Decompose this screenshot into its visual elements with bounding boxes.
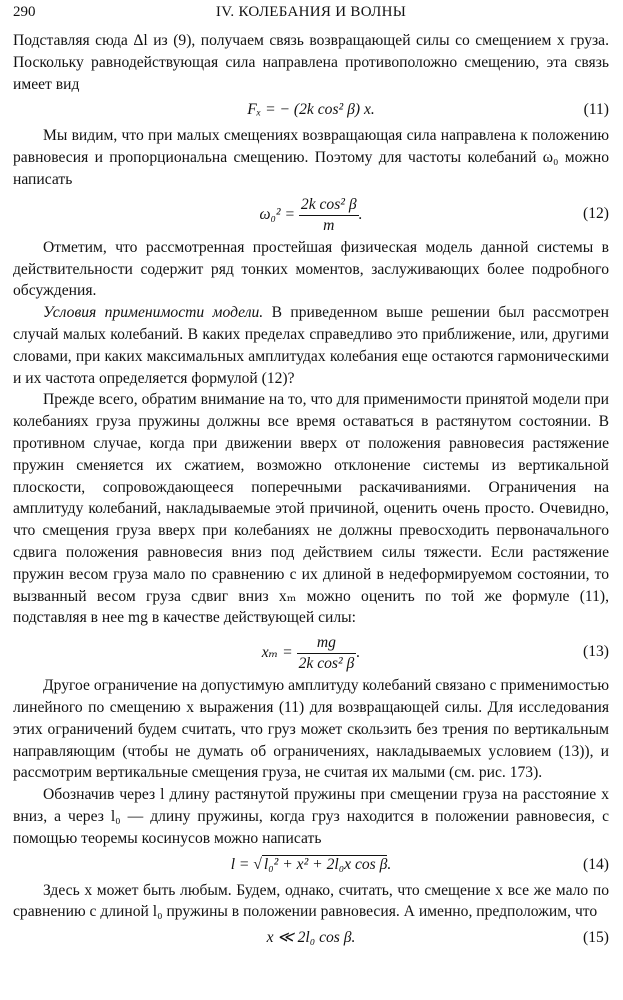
equation-12-lhs: ω₀² =: [259, 205, 295, 223]
paragraph-3: Отметим, что рассмотренная простейшая физическая модель данной системы в действительности содержит ряд тонких моментов, заслуживающих более подробного обсуждения.: [13, 238, 609, 300]
equation-15-body: x ≪ 2l₀ cos β.: [266, 929, 356, 947]
equation-15-number: (15): [583, 929, 609, 947]
equation-12-number: (12): [583, 204, 609, 222]
paragraph-2: Мы видим, что при малых смещениях возвращающая сила направлена к положению равновесия и пропорциональна смещению. Поэтому для частоты колебаний ω₀ можно написать: [13, 127, 609, 188]
equation-11: [13, 95, 609, 125]
equation-13-lhs: xₘ =: [261, 644, 293, 662]
equation-14-lhs: l = √: [230, 855, 262, 873]
equation-11-body: Fₓ = − (2k cos² β) x.: [247, 101, 375, 119]
equation-12-numerator: 2k cos² β: [299, 195, 359, 216]
equation-14-radicand: l₀² + x² + 2l₀x cos β: [263, 855, 388, 873]
paragraph-1: Подставляя сюда Δl из (9), получаем связь возвращающей силы со смещением x груза. Поскольку равнодействующая сила направлена противоположно смещению, эта связь имеет вид: [13, 32, 609, 93]
page-number: 290: [13, 4, 36, 20]
equation-13-numerator: mg: [297, 633, 357, 654]
equation-12-period: .: [358, 205, 363, 223]
section-heading: Условия применимости модели.: [43, 304, 264, 322]
paragraph-5: Прежде всего, обратим внимание на то, что для применимости принятой модели при колебаниях груза пружины должны все время оставаться в растянутом состоянии. В противном случае, когда при движении вверх от положения равновесия растяжение пружин сменяется их сжатием, возможно отклонение системы из вертикальной плоскости, сопровождающееся поперечными раскачиваниями. Ограничения на амплитуду колебаний, накладываемые этой причиной, оценить очень просто. Очевидно, что смещения груза вверх при колебаниях не должны превосходить первоначального сдвига положения равновесия вниз под действием силы тяжести. Если растяжение пружин весом груза мало по сравнению с их длиной в недеформируемом состоянии, то вызванный весом груза сдвиг вниз xₘ можно оценить по той же формуле (11), подставляя в нее mg в качестве действующей силы:: [13, 391, 609, 627]
equation-14-number: (14): [583, 855, 609, 873]
chapter-title: IV. КОЛЕБАНИЯ И ВОЛНЫ: [215, 4, 407, 20]
equation-13-fraction: [297, 633, 357, 674]
paragraph-8: Здесь x может быть любым. Будем, однако, считать, что смещение x все же мало по сравнению с длиной l₀ пружины в положении равновесия. А именно, предположим, что: [13, 881, 609, 921]
equation-14: [13, 850, 609, 880]
page-content: [13, 30, 609, 953]
paragraph-4: [13, 302, 609, 389]
equation-15: [13, 923, 609, 953]
equation-14-period: .: [387, 855, 392, 873]
page-header: [13, 4, 609, 26]
equation-12-fraction: [299, 195, 359, 236]
paragraph-4-text: В приведенном выше решении был рассмотрен случай малых колебаний. В каких пределах справедливо это приближение, или, другими словами, при каких максимальных амплитудах колебания еще остаются гармоническими и их частота определяется формулой (12)?: [13, 304, 609, 387]
equation-13-period: .: [356, 644, 361, 662]
equation-13-denominator: 2k cos² β: [298, 655, 355, 673]
equation-13-number: (13): [583, 643, 609, 661]
equation-12: [13, 191, 609, 237]
equation-12-denominator: m: [323, 216, 335, 234]
paragraph-6: Другое ограничение на допустимую амплитуду колебаний связано с применимостью линейного по смещению x выражения (11) для возвращающей силы. Для исследования этих ограничений будем считать, что груз может скользить без трения по вертикальным направляющим (чтобы не думать об ограничениях, накладываемых условием (13)), и рассмотрим вертикальные смещения груза, не считая их малыми (см. рис. 173).: [13, 677, 609, 782]
paragraph-7: Обозначив через l длину растянутой пружины при смещении груза на расстояние x вниз, а через l₀ — длину пружины, когда груз находится в положении равновесия, с помощью теоремы косинусов можно написать: [13, 786, 609, 847]
equation-11-number: (11): [583, 101, 609, 119]
equation-13: [13, 629, 609, 675]
